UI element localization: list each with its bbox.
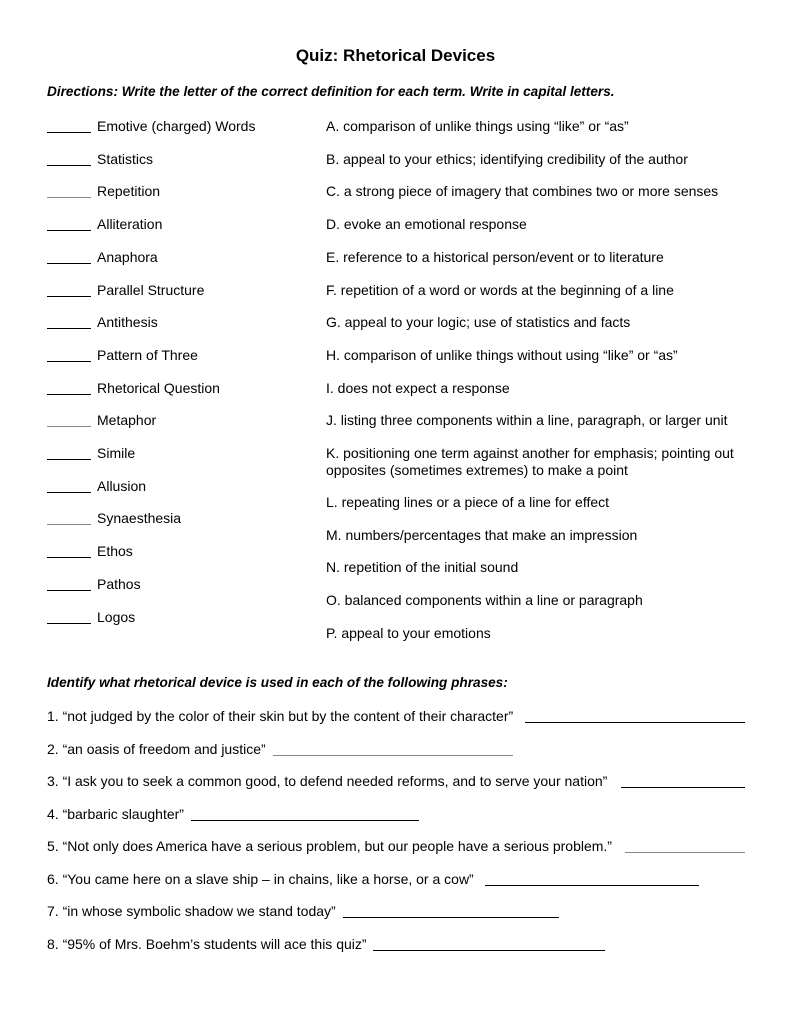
- phrase-item: [47, 903, 745, 923]
- definition-item: C. a strong piece of imagery that combines two or more senses: [326, 183, 719, 200]
- directions: Directions: Write the letter of the correct definition for each term. Write in capital letters.: [47, 84, 615, 99]
- term-label: Synaesthesia: [97, 510, 182, 527]
- phrase-text: 6. “You came here on a slave ship – in chains, like a horse, or a cow”: [47, 870, 474, 887]
- definition-item: K. positioning one term against another for emphasis; pointing out opposites (sometimes extremes) to make a point: [326, 445, 734, 478]
- section-heading: Identify what rhetorical device is used in each of the following phrases:: [47, 675, 508, 690]
- definition-item: M. numbers/percentages that make an impression: [326, 526, 638, 543]
- definition-item: I. does not expect a response: [326, 379, 510, 396]
- answer-line[interactable]: [273, 755, 513, 756]
- answer-blank[interactable]: [47, 132, 91, 133]
- answer-line[interactable]: [625, 852, 745, 853]
- answer-blank[interactable]: [47, 328, 91, 329]
- phrase-item: [47, 936, 745, 956]
- term-label: Allusion: [97, 477, 147, 494]
- definition-item: A. comparison of unlike things using “like” or “as”: [326, 118, 629, 134]
- definition-item: D. evoke an emotional response: [326, 216, 527, 233]
- phrase-item: [47, 871, 745, 891]
- phrase-text: 7. “in whose symbolic shadow we stand today”: [47, 903, 336, 919]
- phrase-text: 5. “Not only does America have a serious problem, but our people have a serious problem.”: [47, 838, 612, 854]
- term-label: Pattern of Three: [97, 346, 198, 363]
- answer-blank[interactable]: [47, 459, 91, 460]
- answer-blank[interactable]: [47, 623, 91, 624]
- answer-line[interactable]: [525, 722, 745, 723]
- term-label: Anaphora: [97, 248, 158, 265]
- definition-item: O. balanced components within a line or paragraph: [326, 592, 643, 609]
- answer-line[interactable]: [621, 787, 745, 788]
- term-label: Statistics: [97, 150, 154, 167]
- answer-blank[interactable]: [47, 197, 91, 198]
- term-label: Emotive (charged) Words: [97, 118, 256, 134]
- phrase-text: 8. “95% of Mrs. Boehm’s students will ace this quiz”: [47, 935, 367, 952]
- term-label: Pathos: [97, 575, 141, 592]
- term-label: Ethos: [97, 543, 133, 560]
- page-title: Quiz: Rhetorical Devices: [295, 46, 496, 65]
- definition-item: L. repeating lines or a piece of a line for effect: [326, 494, 610, 510]
- answer-blank[interactable]: [47, 230, 91, 231]
- phrase-item: [47, 773, 745, 793]
- phrase-text: 4. “barbaric slaughter”: [47, 805, 184, 822]
- definition-item: E. reference to a historical person/event or to literature: [326, 248, 664, 265]
- answer-line[interactable]: [343, 917, 559, 918]
- definition-item: H. comparison of unlike things without using “like” or “as”: [326, 346, 678, 363]
- phrase-item: [47, 806, 745, 826]
- answer-line[interactable]: [191, 820, 419, 821]
- term-label: Repetition: [97, 183, 161, 200]
- answer-blank[interactable]: [47, 394, 91, 395]
- phrase-text: 1. “not judged by the color of their skin but by the content of their character”: [47, 708, 514, 724]
- answer-blank[interactable]: [47, 426, 91, 427]
- phrase-text: 3. “I ask you to seek a common good, to defend needed reforms, and to serve your nation”: [47, 773, 608, 789]
- term-label: Simile: [97, 445, 136, 461]
- answer-blank[interactable]: [47, 165, 91, 166]
- term-label: Metaphor: [97, 412, 157, 429]
- answer-line[interactable]: [485, 885, 699, 886]
- answer-blank[interactable]: [47, 492, 91, 493]
- definition-item: J. listing three components within a line, paragraph, or larger unit: [326, 412, 728, 429]
- answer-blank[interactable]: [47, 263, 91, 264]
- answer-line[interactable]: [373, 950, 605, 951]
- term-label: Logos: [97, 608, 136, 625]
- answer-blank[interactable]: [47, 590, 91, 591]
- term-label: Alliteration: [97, 216, 163, 233]
- answer-blank[interactable]: [47, 557, 91, 558]
- answer-blank[interactable]: [47, 361, 91, 362]
- answer-blank[interactable]: [47, 296, 91, 297]
- term-label: Parallel Structure: [97, 281, 205, 298]
- definition-item: B. appeal to your ethics; identifying credibility of the author: [326, 150, 688, 167]
- definition-item: P. appeal to your emotions: [326, 624, 491, 641]
- phrase-item: [47, 838, 745, 858]
- term-label: Rhetorical Question: [97, 379, 220, 396]
- phrase-text: 2. “an oasis of freedom and justice”: [47, 740, 266, 757]
- definition-item: F. repetition of a word or words at the beginning of a line: [326, 281, 674, 298]
- term-label: Antithesis: [97, 314, 158, 331]
- phrase-item: [47, 708, 745, 728]
- definition-item: G. appeal to your logic; use of statistics and facts: [326, 314, 631, 331]
- definition-item: N. repetition of the initial sound: [326, 559, 519, 576]
- phrase-item: [47, 741, 745, 761]
- answer-blank[interactable]: [47, 524, 91, 525]
